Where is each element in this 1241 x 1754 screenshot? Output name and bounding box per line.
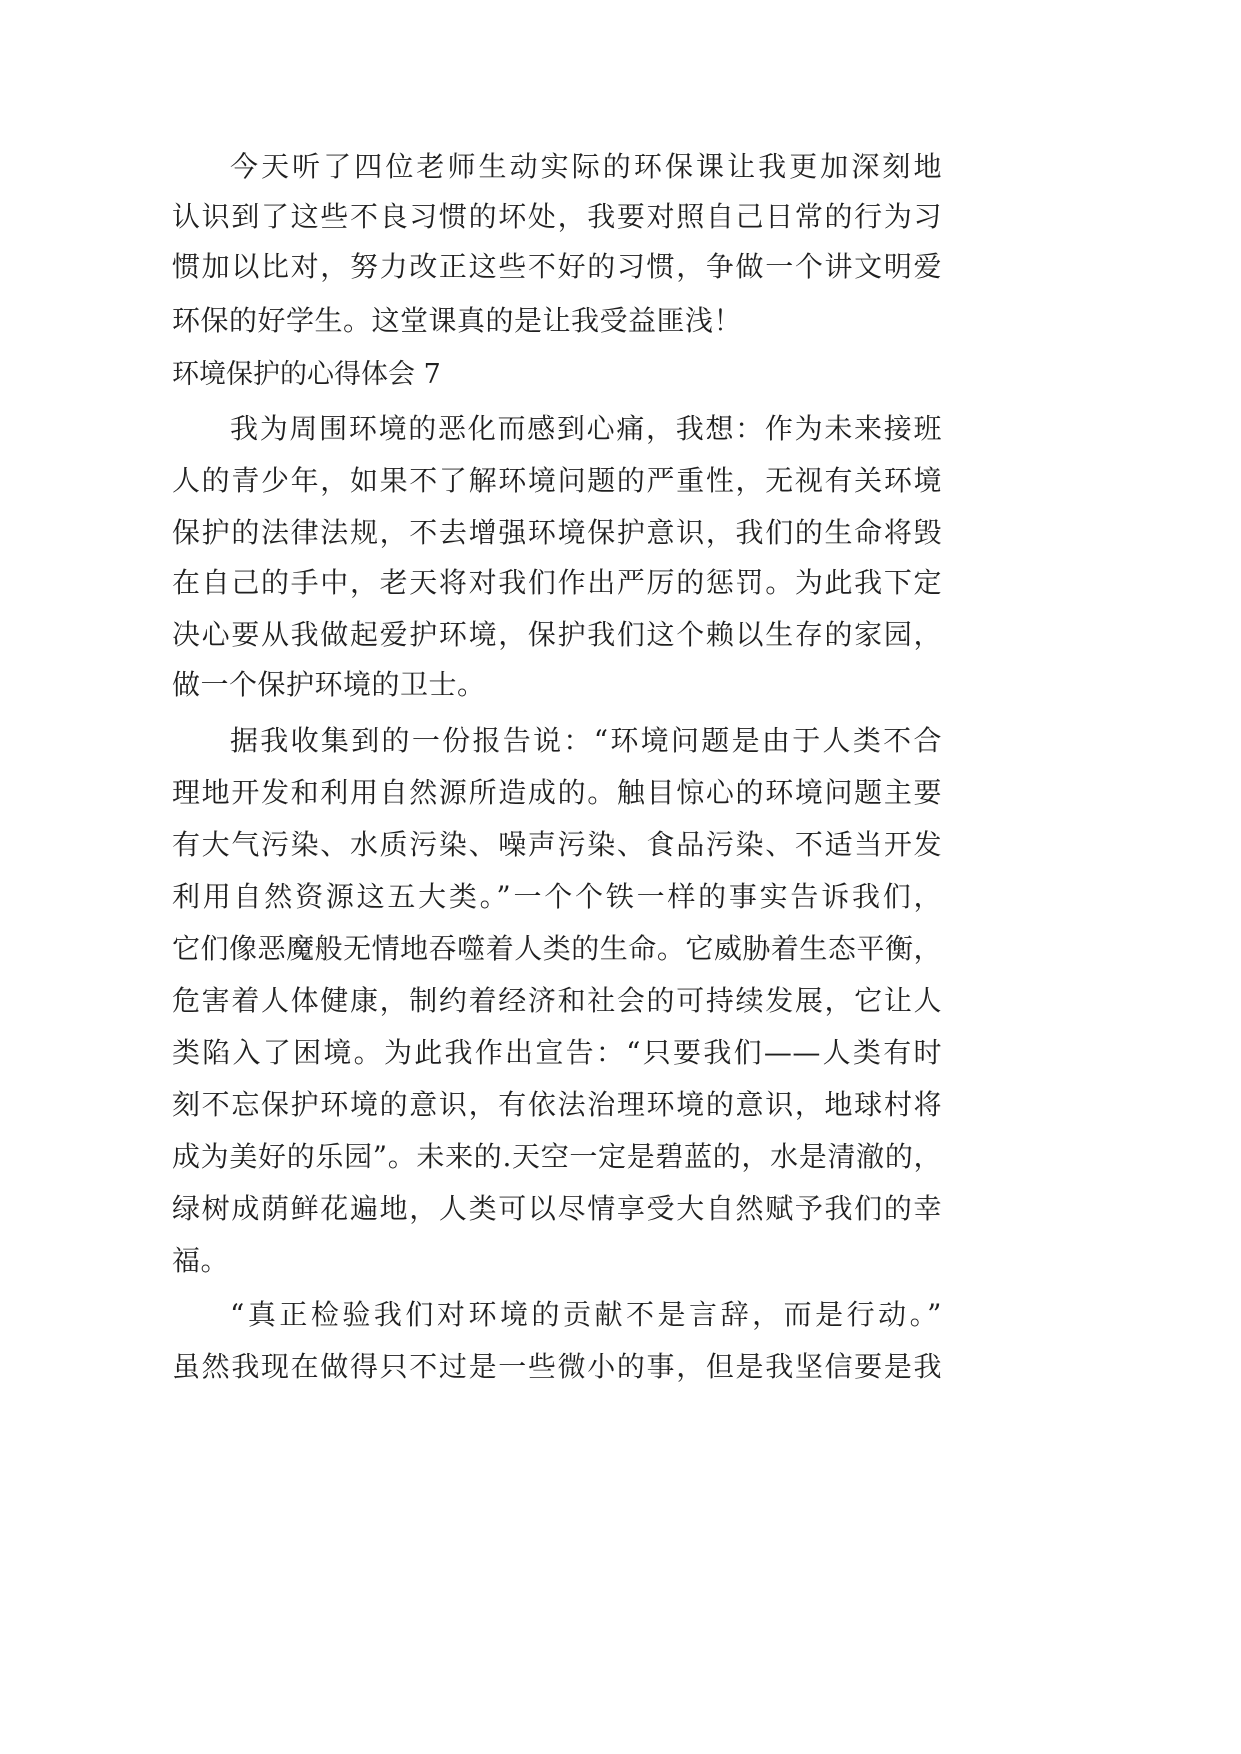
paragraph-line: 在自己的手中，老天将对我们作出严厉的惩罚。为此我下定: [172, 566, 942, 599]
paragraph-line: 有大气污染、水质污染、噪声污染、食品污染、不适当开发: [172, 828, 942, 861]
paragraph-line: 据我收集到的一份报告说：“环境问题是由于人类不合: [230, 724, 942, 757]
paragraph-line: 认识到了这些不良习惯的坏处，我要对照自己日常的行为习: [172, 200, 942, 233]
paragraph-line: 保护的法律法规，不去增强环境保护意识，我们的生命将毁: [172, 516, 942, 549]
paragraph-line: 虽然我现在做得只不过是一些微小的事，但是我坚信要是我: [172, 1350, 942, 1383]
paragraph-line: 人的青少年，如果不了解环境问题的严重性，无视有关环境: [172, 464, 942, 497]
paragraph-line: 绿树成荫鲜花遍地，人类可以尽情享受大自然赋予我们的幸: [172, 1192, 942, 1225]
paragraph-line: 我为周围环境的恶化而感到心痛，我想：作为未来接班: [230, 412, 942, 445]
section-heading: 环境保护的心得体会 7: [172, 359, 441, 390]
paragraph-line: 理地开发和利用自然源所造成的。触目惊心的环境问题主要: [172, 776, 942, 809]
paragraph-line: 惯加以比对，努力改正这些不好的习惯，争做一个讲文明爱: [172, 250, 942, 283]
paragraph-line: 类陷入了困境。为此我作出宣告：“只要我们——人类有时: [172, 1036, 942, 1069]
paragraph-line: 刻不忘保护环境的意识，有依法治理环境的意识，地球村将: [172, 1088, 942, 1121]
paragraph-line: 福。: [172, 1244, 230, 1277]
paragraph-line: 利用自然资源这五大类。”一个个铁一样的事实告诉我们，: [172, 880, 942, 913]
paragraph-line: 做一个保护环境的卫士。: [172, 668, 486, 701]
paragraph-line: 危害着人体健康，制约着经济和社会的可持续发展，它让人: [172, 984, 942, 1017]
paragraph-line: 决心要从我做起爱护环境，保护我们这个赖以生存的家园，: [172, 618, 942, 651]
paragraph-line: 它们像恶魔般无情地吞噬着人类的生命。它威胁着生态平衡，: [172, 932, 942, 965]
paragraph-line: 环保的好学生。这堂课真的是让我受益匪浅！: [172, 304, 743, 337]
paragraph-line: “真正检验我们对环境的贡献不是言辞，而是行动。”: [230, 1298, 942, 1331]
paragraph-line: 成为美好的乐园”。未来的.天空一定是碧蓝的，水是清澈的，: [172, 1140, 942, 1173]
paragraph-line: 今天听了四位老师生动实际的环保课让我更加深刻地: [230, 150, 942, 183]
